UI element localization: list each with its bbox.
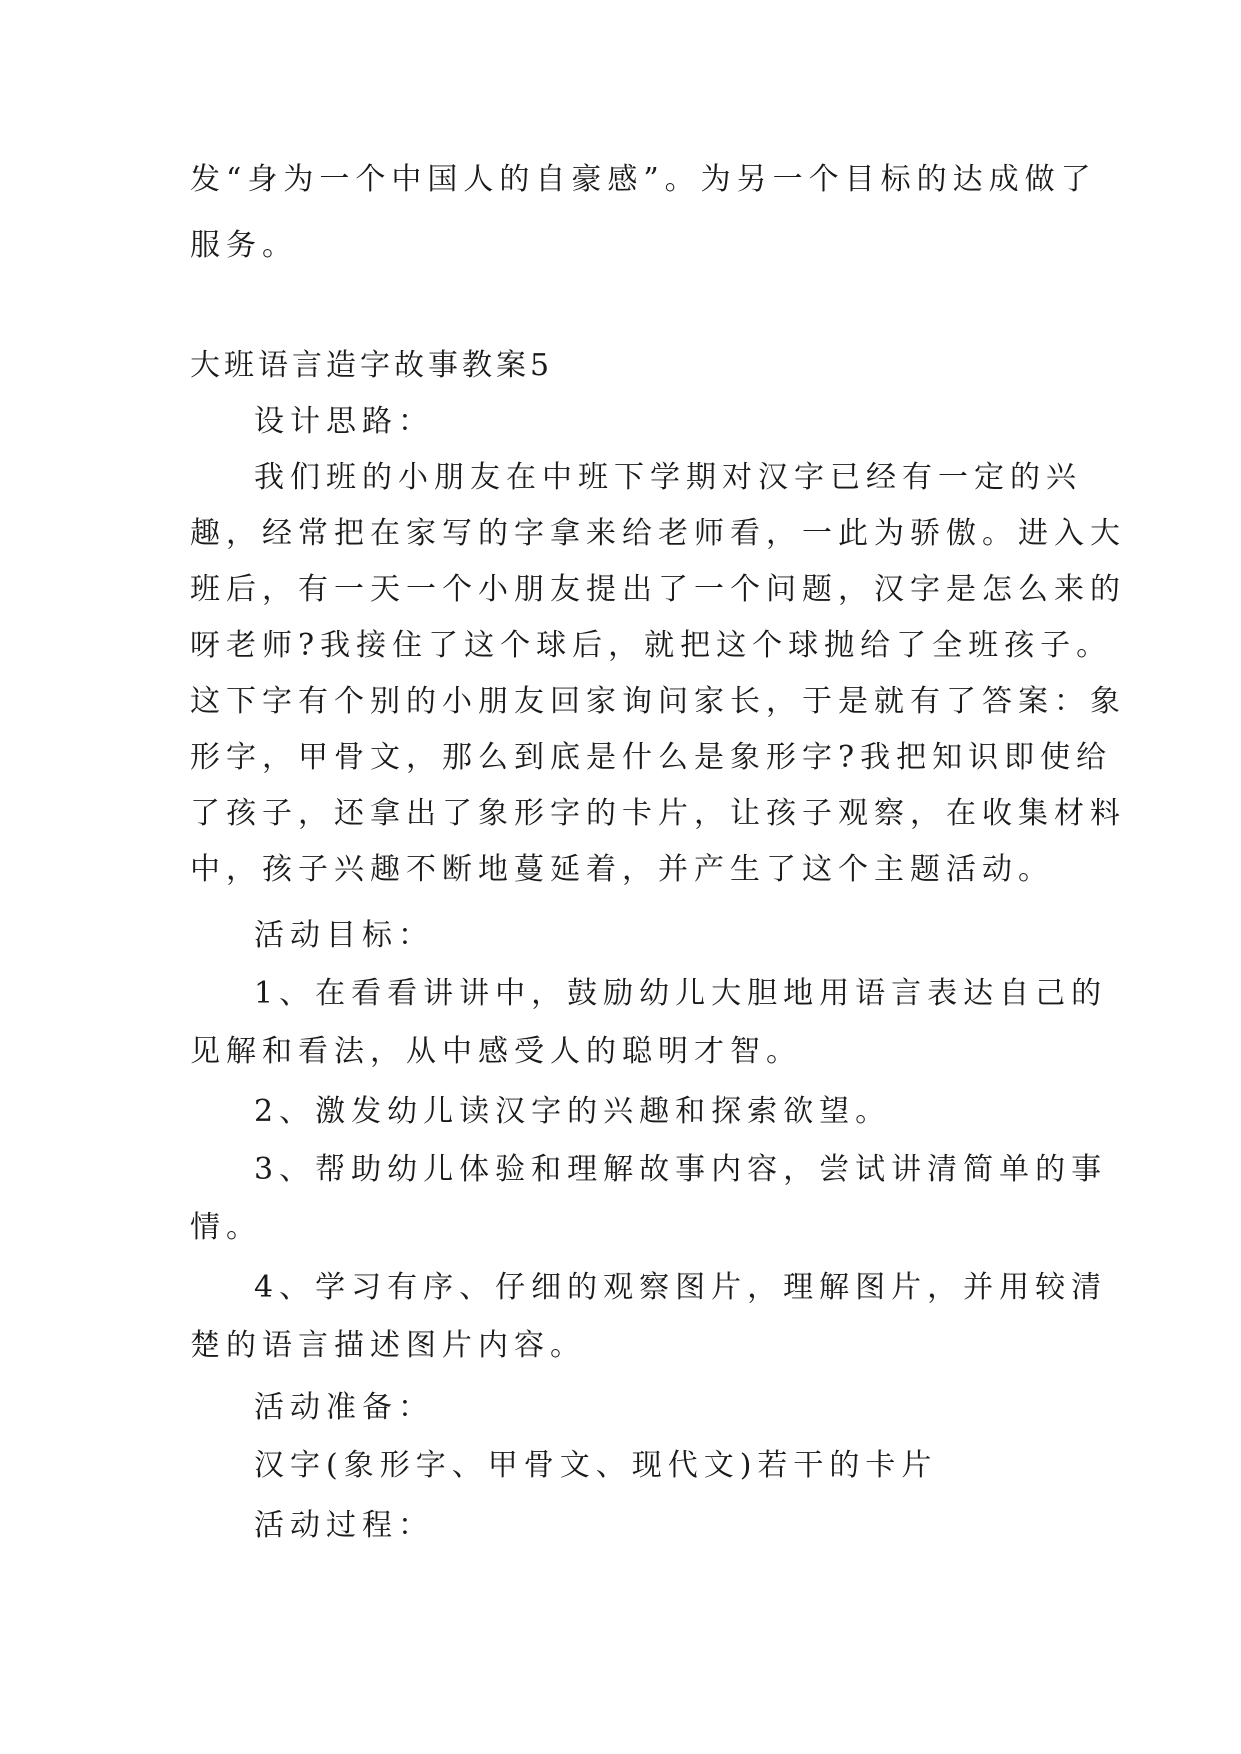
- subheading: 设计思路：: [254, 404, 434, 439]
- paragraph-line: 了孩子，还拿出了象形字的卡片，让孩子观察，在收集材料: [190, 796, 1126, 831]
- paragraph-line: 我们班的小朋友在中班下学期对汉字已经有一定的兴: [254, 460, 1082, 495]
- text-line: 服务。: [190, 228, 298, 263]
- list-item-line: 见解和看法，从中感受人的聪明才智。: [190, 1034, 802, 1069]
- list-item-line: 楚的语言描述图片内容。: [190, 1328, 586, 1363]
- paragraph-line: 趣，经常把在家写的字拿来给老师看，一此为骄傲。进入大: [190, 516, 1126, 551]
- list-item-line: 2、激发幼儿读汉字的兴趣和探索欲望。: [254, 1094, 892, 1129]
- text-line: 发“身为一个中国人的自豪感”。为另一个目标的达成做了: [190, 162, 1097, 197]
- paragraph-line: 这下字有个别的小朋友回家询问家长，于是就有了答案：象: [190, 684, 1126, 719]
- paragraph-line: 呀老师?我接住了这个球后，就把这个球抛给了全班孩子。: [190, 628, 1113, 663]
- list-item-line: 情。: [190, 1210, 262, 1245]
- list-item-line: 4、学习有序、仔细的观察图片，理解图片，并用较清: [254, 1270, 1108, 1305]
- subheading: 活动准备：: [254, 1390, 434, 1425]
- paragraph-line: 汉字(象形字、甲骨文、现代文)若干的卡片: [254, 1448, 938, 1483]
- subheading: 活动目标：: [254, 918, 434, 953]
- paragraph-line: 中，孩子兴趣不断地蔓延着，并产生了这个主题活动。: [190, 852, 1054, 887]
- paragraph-line: 形字，甲骨文，那么到底是什么是象形字?我把知识即使给: [190, 740, 1113, 775]
- paragraph-line: 班后，有一天一个小朋友提出了一个问题，汉字是怎么来的: [190, 572, 1126, 607]
- subheading: 活动过程：: [254, 1508, 434, 1543]
- section-title: 大班语言造字故事教案5: [190, 348, 554, 383]
- list-item-line: 1、在看看讲讲中，鼓励幼儿大胆地用语言表达自己的: [254, 976, 1108, 1011]
- list-item-line: 3、帮助幼儿体验和理解故事内容，尝试讲清简单的事: [254, 1152, 1108, 1187]
